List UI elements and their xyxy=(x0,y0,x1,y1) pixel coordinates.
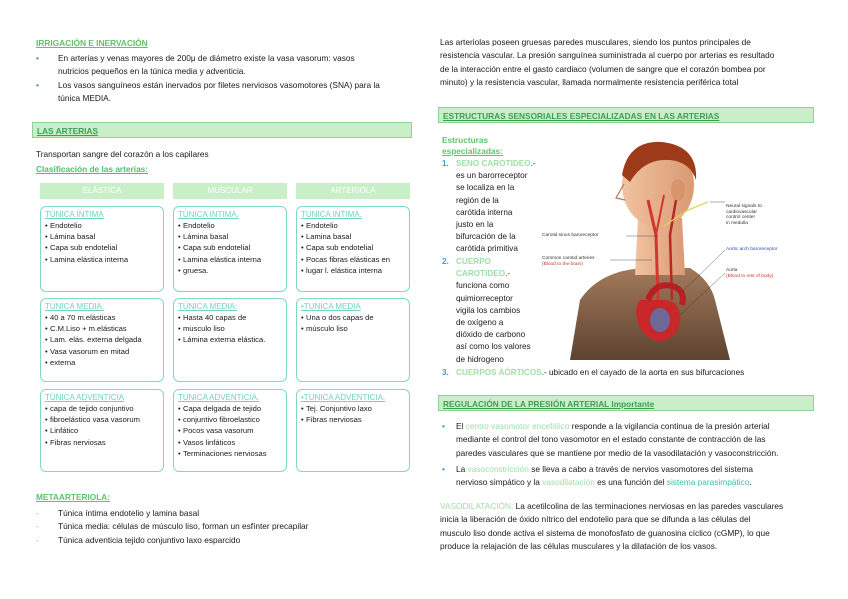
estructura-name: CUERPOS AÓRTICOS xyxy=(456,368,542,377)
metaarteriola-item: - Túnica adventicia tejido conjuntivo laxo esparcido xyxy=(36,534,241,545)
card-muscular-media xyxy=(173,298,287,382)
arteriolas-line: resistencia vascular. La presión sanguínea suministrada al cuerpo por arterias es resultado xyxy=(440,50,775,61)
estructura-desc-line: dióxido de carbono xyxy=(456,330,526,340)
card-arteriola-media xyxy=(296,298,410,382)
card-item: • Linfático xyxy=(45,425,159,436)
regulacion-bullet-2 xyxy=(442,463,822,490)
metaarteriola-heading: METAARTERIOLA: xyxy=(36,492,111,502)
card-muscular-adventicia xyxy=(173,389,287,472)
card-item: • músculo liso xyxy=(301,323,405,334)
metaarteriola-item-text: Túnica adventicia tejido conjuntivo laxo esparcido xyxy=(58,534,241,545)
estructura-num: 1. xyxy=(442,159,449,168)
irrigacion-bullet-2 xyxy=(36,79,416,106)
card-item: • Lámina basal xyxy=(45,231,159,242)
card-title: •TUNICA MEDIA xyxy=(301,302,361,311)
reg-highlight: vasoconstricción xyxy=(467,464,529,474)
irrigacion-bullet-1-line2: nutricios pequeños en la túnica media y adventicia. xyxy=(58,66,246,77)
regulacion-band: REGULACIÓN DE LA PRESIÓN ARTERIAL Importante xyxy=(438,395,814,411)
card-item: • Lámina externa elástica. xyxy=(178,334,282,345)
card-title: TÚNICA MEDIA: xyxy=(45,302,105,311)
arterias-band: LAS ARTERIAS xyxy=(32,122,412,138)
label-line: Common carotid arteries xyxy=(542,256,595,261)
label-line: in medulla xyxy=(726,220,748,226)
card-item: • externa xyxy=(45,357,159,368)
card-item: • fibroelástico vasa vasorum xyxy=(45,414,159,425)
estructura-num: 2. xyxy=(442,257,449,266)
metaarteriola-item-text: Túnica íntima endotelio y lamina basal xyxy=(58,508,200,518)
arteriolas-line: de la interacción entre el gasto cardiaco (volumen de sangre que el corazón bombea por xyxy=(440,63,766,74)
estructura-desc-line: justo en la xyxy=(456,220,494,230)
estructura-num: 3. xyxy=(442,368,449,377)
card-title: TÚNICA MEDIA: xyxy=(178,302,238,311)
card-item: • capa de tejido conjuntivo xyxy=(45,403,159,414)
estructura-desc-line: es un barorreceptor xyxy=(456,171,528,181)
col-header-muscular: MUSCULAR xyxy=(173,183,287,199)
reg-line2-end: . xyxy=(749,477,752,488)
col-header-elastica: ELÁSTICA xyxy=(40,183,164,199)
metaarteriola-item-text: Túnica media: células de músculo liso, forman un esfínter precapilar xyxy=(58,521,309,532)
estructura-desc-line: carótida primitiva xyxy=(456,244,518,254)
label-aorta xyxy=(726,268,773,279)
card-item: • Pocos vasa vasorum xyxy=(178,425,282,436)
reg-post: responde a la vigilancia continua de la presión arterial xyxy=(569,421,770,431)
estructura-desc-line: de hidrogeno xyxy=(456,354,504,364)
label-common-carotid xyxy=(542,256,595,267)
reg-line2-hl: vasodilatación xyxy=(542,477,595,488)
card-item: • Lámina basal xyxy=(178,231,282,242)
arterias-intro: Transportan sangre del corazón a los capilares xyxy=(36,149,209,159)
metaarteriola-list xyxy=(36,507,416,547)
card-item: • Lamina elástica interna xyxy=(45,254,159,265)
label-neural-signals xyxy=(726,204,762,226)
regulacion-bullet-1 xyxy=(442,420,822,460)
reg-pre: La xyxy=(456,464,468,474)
vasodilatacion-line: musculo liso donde activa el sistema de monofosfato de guanosina cíclico (cGMP), lo que xyxy=(440,527,770,538)
card-title: TUNICA INTIMA. xyxy=(301,210,362,219)
estructura-name-2: CAROTIDEO xyxy=(456,269,506,279)
metaarteriola-item: - Túnica media: células de músculo liso, forman un esfínter precapilar xyxy=(36,521,309,532)
label-line: (Blood to rest of body) xyxy=(726,273,774,279)
reg-line: paredes vasculares que se mantiene por medio de la vasodilatación y vasoconstricción. xyxy=(456,447,779,458)
card-item: • Capa sub endotelial xyxy=(45,242,159,253)
estructura-desc: .- xyxy=(505,269,511,279)
card-item: • Fibras nerviosas xyxy=(45,437,159,448)
estructura-desc-line: carótida interna xyxy=(456,207,513,217)
card-title: TÚNICA ADVENTICIA xyxy=(45,393,125,402)
card-item: • gruesa. xyxy=(178,265,282,276)
card-item: • Una o dos capas de xyxy=(301,312,405,323)
estructura-desc-line: se localiza en la xyxy=(456,183,515,193)
arteriolas-line: Las arteriolas poseen gruesas paredes musculares, siendo los puntos principales de xyxy=(440,37,751,47)
estructura-desc: .- ubicado en el cayado de la aorta en sus bifurcaciones xyxy=(541,368,745,377)
reg-pre: El xyxy=(456,421,466,431)
anatomy-figure xyxy=(540,140,822,360)
card-elastica-media xyxy=(40,298,164,382)
vasodilatacion-label: VASODILATACIÓN: xyxy=(440,501,514,511)
carotid-illustration xyxy=(540,140,822,360)
label-line: (Blood to the brain) xyxy=(542,261,583,267)
card-item: • Endotelio xyxy=(45,220,159,231)
label-aortic-arch: Aortic arch baroreceptor xyxy=(726,247,778,252)
card-item: • Vasos linfáticos xyxy=(178,437,282,448)
card-item: • musculo liso xyxy=(178,323,282,334)
reg-line2-pre: nervioso simpático y la xyxy=(456,477,543,488)
estructura-desc-line: así como los valores xyxy=(456,342,531,352)
card-item: • Lamina elástica interna xyxy=(178,254,282,265)
estructura-desc: .- xyxy=(530,159,536,168)
card-item: • Capa delgada de tejido xyxy=(178,403,282,414)
vasodilatacion-paragraph xyxy=(440,500,825,554)
col-header-arteriola: ARTERIOLA xyxy=(296,183,410,199)
label-line: cardiovascular xyxy=(726,209,757,215)
irrigacion-bullet-1 xyxy=(36,52,416,79)
card-arteriola-adventicia xyxy=(296,389,410,472)
card-item: • conjuntivo fibroelastico xyxy=(178,414,282,425)
card-title: TÚNICA ADVENTICIA. xyxy=(178,393,260,402)
arteriolas-paragraph xyxy=(440,36,820,90)
estructura-desc-line: bifurcación de la xyxy=(456,232,516,242)
label-carotid-sinus: Carotid sinus baroreceptor xyxy=(542,233,599,238)
card-item: • Tej. Conjuntivo laxo xyxy=(301,403,405,414)
estructuras-heading-line: especializadas: xyxy=(442,146,503,156)
card-item: • lugar l. elástica interna xyxy=(301,265,405,276)
estructura-name: CUERPO xyxy=(456,257,492,266)
card-arteriola-intima xyxy=(296,206,410,292)
reg-line: mediante el control del tono vasomotor en el estado constante de contracción de las xyxy=(456,434,766,445)
estructura-name: SENO CAROTIDEO xyxy=(456,159,531,168)
metaarteriola-item: - Túnica íntima endotelio y lamina basal xyxy=(36,508,200,518)
irrigacion-bullet-2-line1: Los vasos sanguíneos están inervados por filetes nerviosos vasomotores (SNA) para la xyxy=(58,80,380,90)
card-item: • Terminaciones nerviosas xyxy=(178,448,282,459)
reg-highlight: centro vasomotor encefálico xyxy=(465,421,570,431)
bullet-dot: • xyxy=(442,464,445,474)
reg-line2-mid: es una función del xyxy=(594,477,667,488)
estructura-1 xyxy=(442,158,542,256)
vasodilatacion-line: inicia la liberación de óxido nítrico del endotelio para que se difunda a las células del xyxy=(440,514,751,525)
arteriolas-line: minuto) y la resistencia vascular, llamada normalmente resistencia periférica total xyxy=(440,77,739,88)
estructuras-heading-line: Estructuras xyxy=(442,135,489,145)
estructura-desc-line: de oxígeno a xyxy=(456,318,504,328)
reg-post: se lleva a cabo a través de nervios vasomotores del sistema xyxy=(528,464,754,474)
label-line: Neural signals to xyxy=(726,204,762,209)
card-item: • Lamina basal xyxy=(301,231,405,242)
card-item: • Lam. elás. externa delgada xyxy=(45,334,159,345)
card-item: • 40 a 70 m.elásticas xyxy=(45,312,159,323)
bullet-dot: • xyxy=(36,53,39,63)
card-title: TÚNICA ÍNTIMA xyxy=(45,210,104,219)
estructura-desc-line: vigila los cambios xyxy=(456,305,521,315)
bullet-dot: • xyxy=(36,80,39,90)
card-item: • Fibras nerviosas xyxy=(301,414,405,425)
card-item: • Endotelio xyxy=(301,220,405,231)
irrigacion-heading: IRRIGACIÓN E INERVACIÓN xyxy=(36,38,148,48)
card-item: • Capa sub endotelial xyxy=(178,242,282,253)
card-title: TÚNICA INTIMA. xyxy=(178,210,239,219)
card-item: • C.M.Liso + m.elásticas xyxy=(45,323,159,334)
card-title: •TUNICA ADVENTICIA. xyxy=(301,393,386,402)
irrigacion-bullet-2-line2: túnica MEDIA. xyxy=(58,93,112,104)
card-item: • Vasa vasorum en mitad xyxy=(45,346,159,357)
estructura-desc-line: funciona como xyxy=(456,281,510,291)
clasificacion-heading: Clasificación de las arterias: xyxy=(36,164,149,174)
card-item: • Pocas fibras elásticas en xyxy=(301,254,405,265)
estructura-3 xyxy=(442,367,822,379)
reg-line2-hl2: sistema parasimpático xyxy=(666,477,750,488)
estructuras-band: ESTRUCTURAS SENSORIALES ESPECIALIZADAS EN LAS ARTERIAS xyxy=(438,107,814,123)
vasodilatacion-line: La acetilcolina de las terminaciones nerviosas en las paredes vasculares xyxy=(513,501,784,511)
card-item: • Endotelio xyxy=(178,220,282,231)
irrigacion-bullet-1-line1: En arterias y venas mayores de 200μ de diámetro existe la vasa vasorum: vasos xyxy=(58,53,355,63)
label-line: Aorta xyxy=(726,268,738,273)
estructura-desc-line: región de la xyxy=(456,195,499,205)
card-item: • Capa sub endotelial xyxy=(301,242,405,253)
vasodilatacion-line: produce la relajación de las células musculares y la dilatación de los vasos. xyxy=(440,541,718,552)
bullet-dot: • xyxy=(442,421,445,431)
estructura-desc-line: quimiorreceptor xyxy=(456,293,513,303)
card-item: • Hasta 40 capas de xyxy=(178,312,282,323)
card-elastica-intima xyxy=(40,206,164,292)
estructura-2 xyxy=(442,256,542,366)
card-muscular-intima xyxy=(173,206,287,292)
card-elastica-adventicia xyxy=(40,389,164,472)
label-line: control center xyxy=(726,215,756,221)
estructuras-heading xyxy=(442,135,503,157)
